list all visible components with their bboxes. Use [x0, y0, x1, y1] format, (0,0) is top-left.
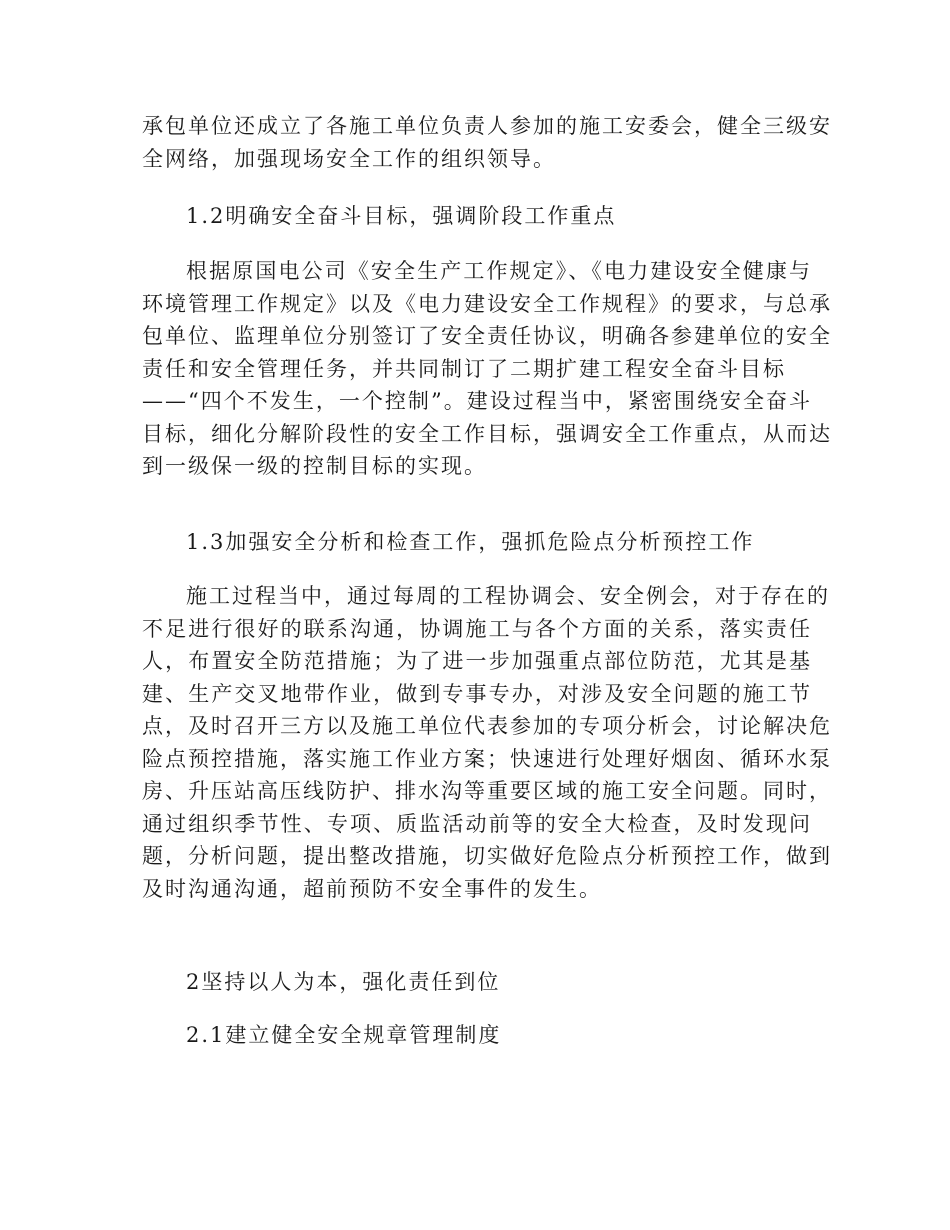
- section-heading-2: [142, 966, 812, 999]
- paragraph-line: 题，分析问题，提出整改措施，切实做好危险点分析预控工作，做到: [142, 844, 832, 868]
- heading-text: 2坚持以人为本，强化责任到位: [186, 970, 501, 994]
- paragraph-line: 环境管理工作规定》以及《电力建设安全工作规程》的要求，与总承: [142, 291, 832, 316]
- paragraph-line: 建、生产交叉地带作业，做到专事专办，对涉及安全问题的施工节: [142, 681, 812, 706]
- paragraph-safety-analysis: [142, 580, 832, 905]
- heading-text: 1.3加强安全分析和检查工作，强抓危险点分析预控工作: [186, 530, 755, 554]
- paragraph-line: ——“四个不发生，一个控制”。建设过程当中，紧密围绕安全奋斗: [142, 389, 812, 413]
- paragraph-line: 全网络，加强现场安全工作的组织领导。: [142, 146, 556, 171]
- paragraph-line: 目标，细化分解阶段性的安全工作目标，强调安全工作重点，从而达: [142, 421, 832, 446]
- paragraph-line: 人，布置安全防范措施；为了进一步加强重点部位防范，尤其是基: [142, 649, 812, 673]
- paragraph-line: 点，及时召开三方以及施工单位代表参加的专项分析会，讨论解决危: [142, 714, 832, 738]
- section-heading-1-3: [142, 526, 812, 559]
- paragraph-line: 承包单位还成立了各施工单位负责人参加的施工安委会，健全三级安: [142, 114, 832, 138]
- paragraph-line: 通过组织季节性、专项、质监活动前等的安全大检查，及时发现问: [142, 811, 812, 836]
- paragraph-line: 责任和安全管理任务，并共同制订了二期扩建工程安全奋斗目标: [142, 356, 786, 381]
- paragraph-line: 到一级保一级的控制目标的实现。: [142, 454, 487, 478]
- paragraph-line: 根据原国电公司《安全生产工作规定》、《电力建设安全健康与: [186, 259, 812, 283]
- section-heading-1-2: [142, 200, 812, 233]
- paragraph-line: 施工过程当中，通过每周的工程协调会、安全例会，对于存在的: [186, 584, 830, 608]
- paragraph-line: 险点预控措施，落实施工作业方案；快速进行处理好烟囱、循环水泵: [142, 746, 832, 771]
- heading-text: 1.2明确安全奋斗目标，强调阶段工作重点: [186, 204, 617, 228]
- paragraph-line: 及时沟通沟通，超前预防不安全事件的发生。: [142, 876, 602, 901]
- paragraph-line: 包单位、监理单位分别签订了安全责任协议，明确各参建单位的安全: [142, 324, 832, 348]
- heading-text: 2.1建立健全安全规章管理制度: [186, 1023, 502, 1047]
- paragraph-safety-goals: [142, 255, 832, 483]
- section-heading-2-1: [142, 1019, 812, 1052]
- paragraph-line: 不足进行很好的联系沟通，协调施工与各个方面的关系，落实责任: [142, 616, 812, 641]
- paragraph-safety-committee: [142, 110, 832, 175]
- paragraph-line: 房、升压站高压线防护、排水沟等重要区域的施工安全问题。同时，: [142, 779, 832, 803]
